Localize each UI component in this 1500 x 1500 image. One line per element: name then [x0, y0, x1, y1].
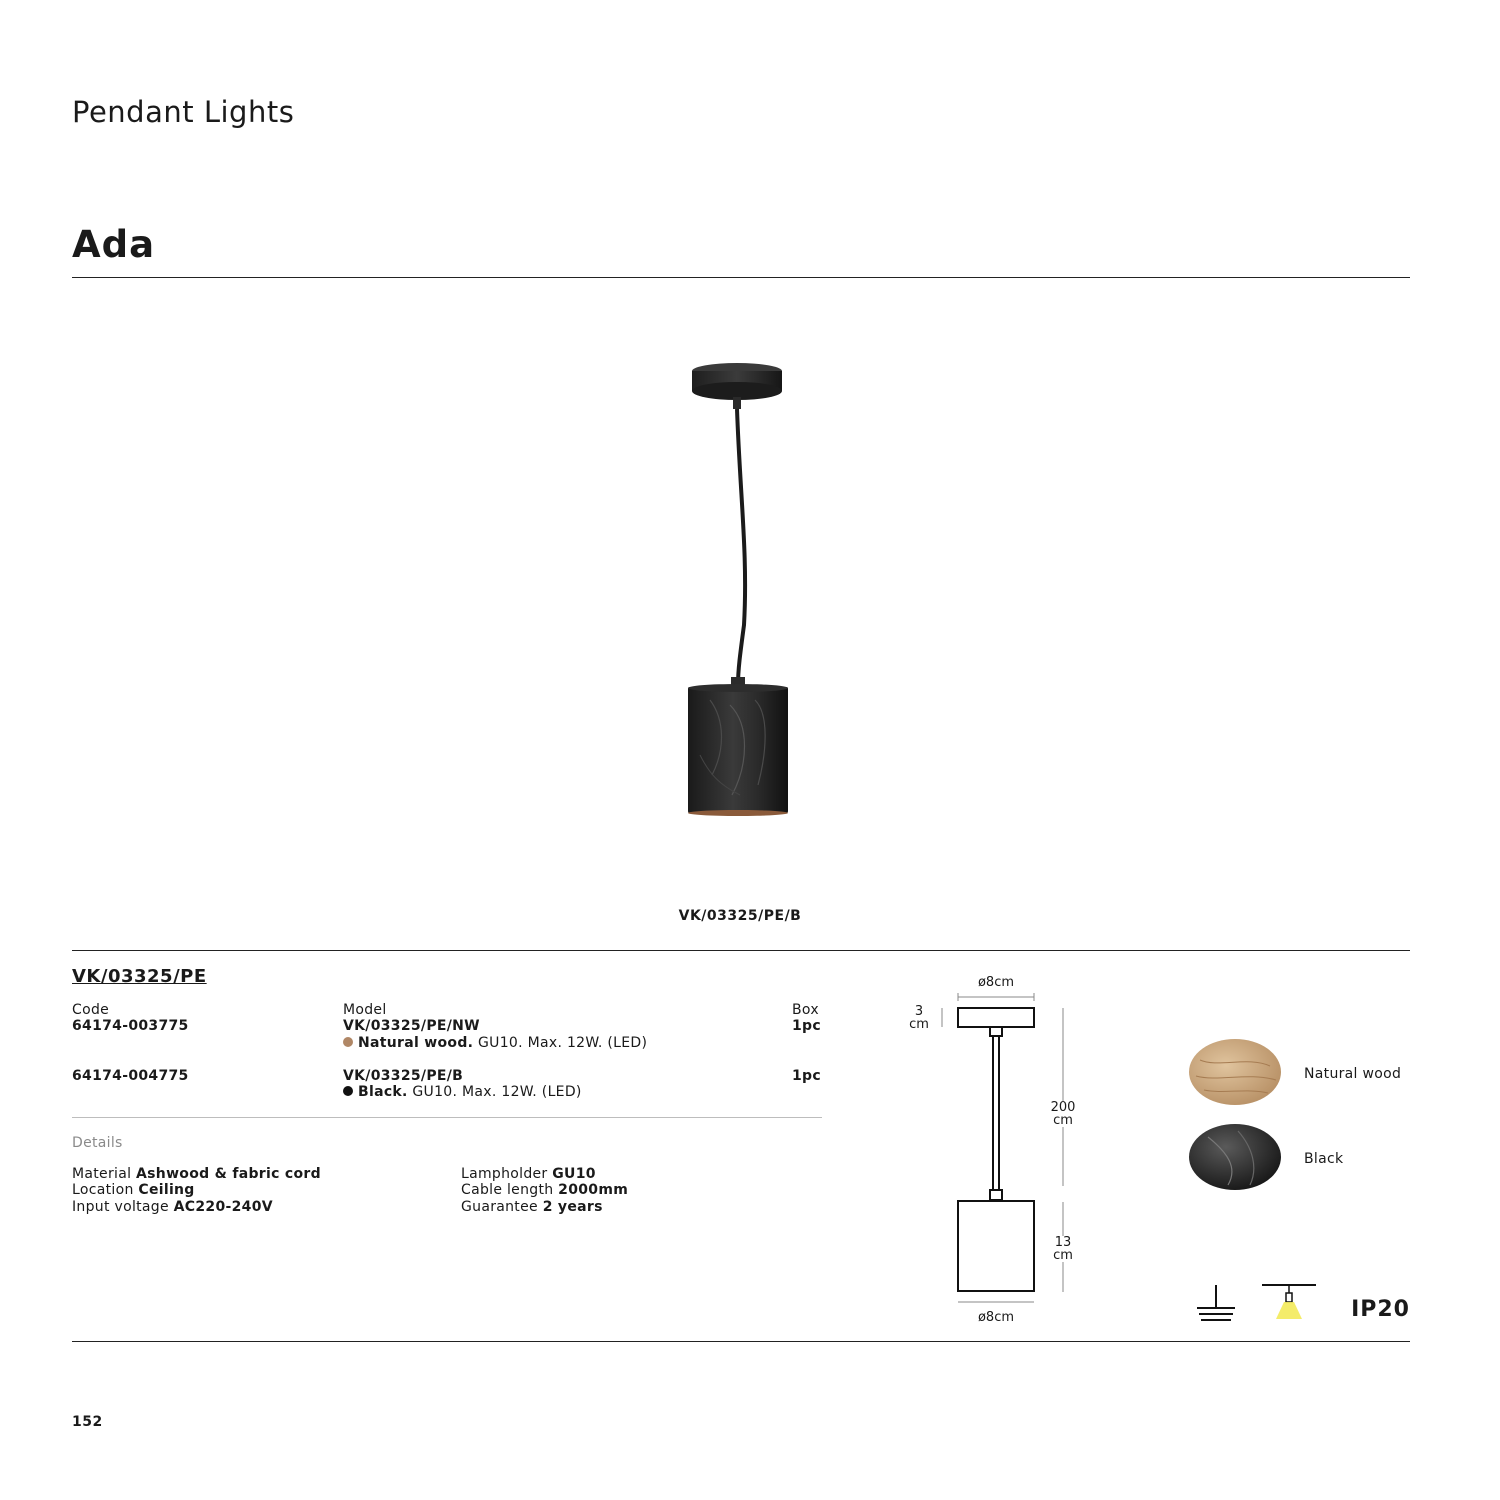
- detail-location-value: Ceiling: [138, 1182, 195, 1198]
- dim-cable-length: [1043, 1101, 1083, 1127]
- row-1-finish-name: Natural wood.: [358, 1035, 474, 1051]
- row-1-box: 1pc: [792, 1018, 821, 1034]
- detail-guarantee-value: 2 years: [542, 1199, 603, 1215]
- row-2-box: 1pc: [792, 1068, 821, 1084]
- detail-lampholder-value: GU10: [552, 1166, 596, 1182]
- detail-guarantee-label: Guarantee: [461, 1199, 543, 1215]
- detail-location: [72, 1182, 195, 1198]
- detail-cable: [461, 1182, 628, 1198]
- detail-material-label: Material: [72, 1166, 137, 1182]
- row-2-spec: GU10. Max. 12W. (LED): [407, 1084, 582, 1100]
- dim-canopy-height: [903, 1005, 935, 1031]
- dim-top-width: ø8cm: [977, 975, 1015, 990]
- table-divider: [72, 1117, 822, 1118]
- row-2-finish-name: Black.: [358, 1084, 408, 1100]
- row-1-spec: GU10. Max. 12W. (LED): [473, 1035, 648, 1051]
- detail-cable-label: Cable length: [461, 1182, 559, 1198]
- swatch-black: [1188, 1123, 1282, 1191]
- row-1-code: 64174-003775: [72, 1018, 189, 1034]
- section-title: Pendant Lights: [72, 95, 295, 129]
- row-2-code: 64174-004775: [72, 1068, 189, 1084]
- col-model: Model: [343, 1002, 387, 1018]
- detail-voltage-value: AC220-240V: [173, 1199, 273, 1215]
- finish-dot-icon: [343, 1037, 353, 1047]
- footer-divider: [72, 1341, 1410, 1342]
- dim-cable-unit: cm: [1053, 1113, 1073, 1128]
- row-1-finish: [343, 1035, 647, 1051]
- product-family: VK/03325/PE: [72, 966, 207, 987]
- detail-cable-value: 2000mm: [558, 1182, 629, 1198]
- hero-divider: [72, 950, 1410, 951]
- ip-rating: IP20: [1351, 1297, 1410, 1322]
- dim-shade-unit: cm: [1053, 1248, 1073, 1263]
- dim-canopy-unit: cm: [909, 1017, 929, 1032]
- swatch-natural-wood: [1188, 1038, 1282, 1106]
- detail-lampholder-label: Lampholder: [461, 1166, 553, 1182]
- dim-shade-height: [1043, 1236, 1083, 1262]
- col-code: Code: [72, 1002, 110, 1018]
- dim-cable-value: 200: [1050, 1100, 1076, 1115]
- product-title: Ada: [72, 223, 156, 266]
- row-1-model: VK/03325/PE/NW: [343, 1018, 480, 1034]
- product-photo: [670, 355, 810, 825]
- hero-caption: VK/03325/PE/B: [678, 908, 802, 924]
- dim-canopy-value: 3: [914, 1004, 924, 1019]
- dim-bottom-width: ø8cm: [977, 1310, 1015, 1325]
- swatch-natural-wood-label: Natural wood: [1304, 1066, 1402, 1082]
- row-2-finish: [343, 1084, 582, 1100]
- detail-lampholder: [461, 1166, 596, 1182]
- finish-dot-icon: [343, 1086, 353, 1096]
- detail-material-value: Ashwood & fabric cord: [136, 1166, 321, 1182]
- title-divider: [72, 277, 1410, 278]
- col-box: Box: [792, 1002, 819, 1018]
- detail-location-label: Location: [72, 1182, 139, 1198]
- earth-ground-icon: [1195, 1283, 1237, 1323]
- detail-material: [72, 1166, 321, 1182]
- detail-voltage: [72, 1199, 273, 1215]
- swatch-black-label: Black: [1304, 1151, 1344, 1167]
- pendant-lamp-icon: [1262, 1283, 1316, 1323]
- detail-voltage-label: Input voltage: [72, 1199, 174, 1215]
- detail-guarantee: [461, 1199, 603, 1215]
- row-2-model: VK/03325/PE/B: [343, 1068, 464, 1084]
- dim-shade-value: 13: [1054, 1235, 1072, 1250]
- page-number: 152: [72, 1414, 103, 1430]
- details-heading: Details: [72, 1135, 123, 1151]
